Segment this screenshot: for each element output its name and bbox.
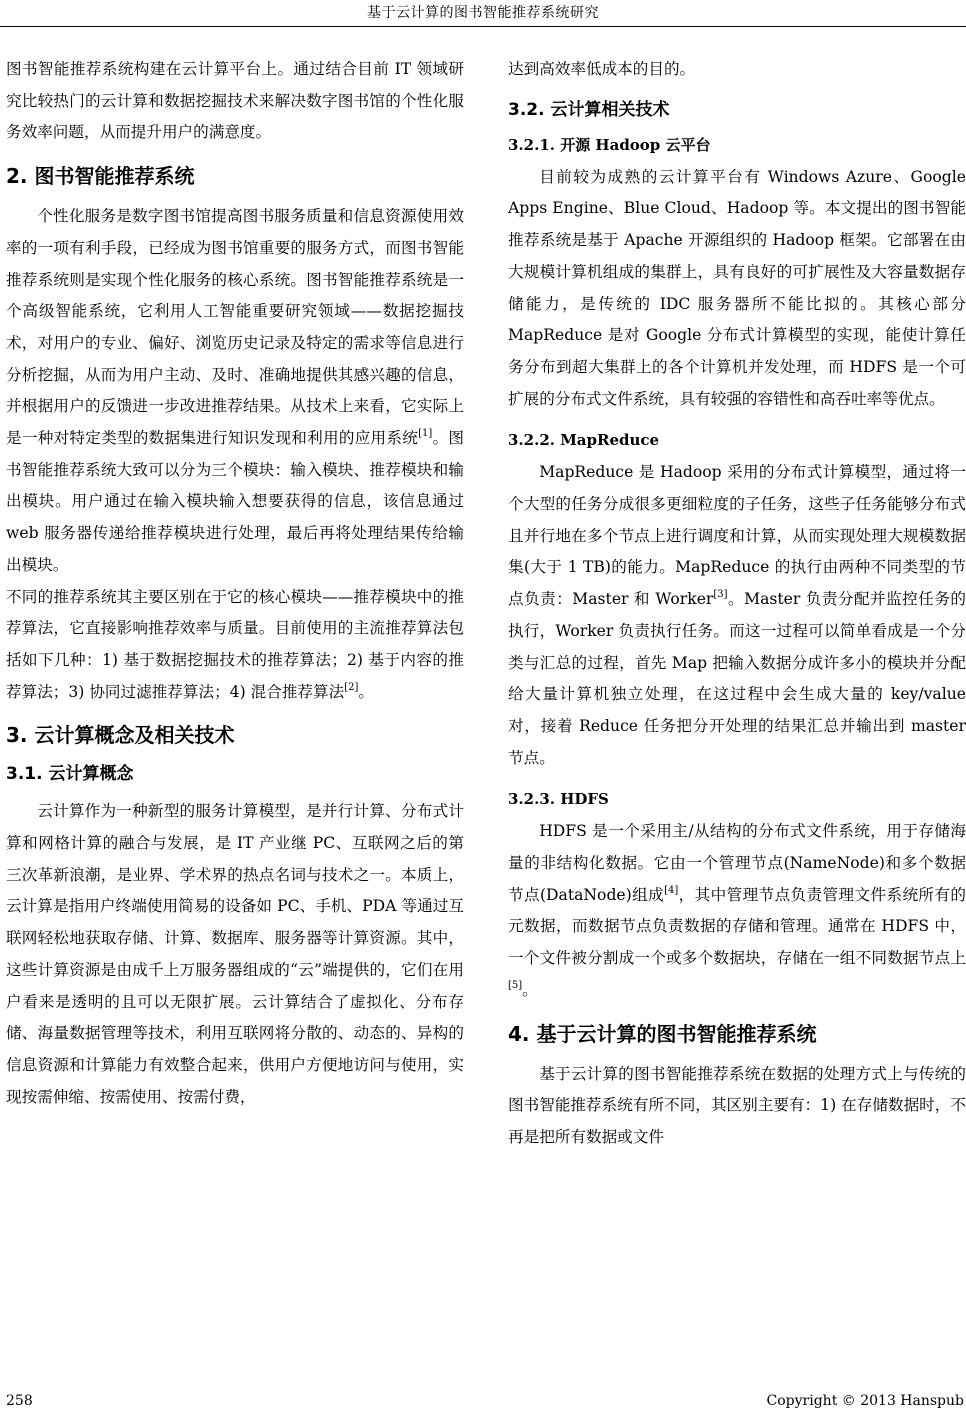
section-3-2-1-paragraph: 目前较为成熟的云计算平台有 Windows Azure、Google Apps Engine、Blue Cloud、Hadoop 等。本文提出的图书智能推荐系统是基于 Apache 开源组织的 Hadoop 框架。它部署在由大规模计算机组成的集群上，具有良好的可扩展性及大容量数据存储能力，是传统的 IDC 服务器所不能比拟的。其核心部分 MapReduce 是对 Google 分布式计算模型的实现，能使计算任务分布到超大集群上的各个计算机并发处理，而 HDFS 是一个可扩展的分布式文件系统，具有较强的容错性和高吞吐率等优点。 — [508, 167, 966, 408]
copyright-notice: Copyright © 2013 Hanspub — [766, 1393, 964, 1409]
section-3-1-paragraph: 云计算作为一种新型的服务计算模型，是并行计算、分布式计算和网格计算的融合与发展，是 IT 产业继 PC、互联网之后的第三次革新浪潮，是业界、学术界的热点名词与技术之一。本质上，云计算是指用户终端使用简易的设备如 PC、手机、PDA 等通过互联网轻松地获取存储、计算、数据库、服务器等计算资源。其中，这些计算资源是由成千上万服务器组成的“云”端提供的，它们在用户看来是透明的且可以无限扩展。云计算结合了虚拟化、分布存储、海量数据管理等技术，利用互联网将分散的、动态的、异构的信息资源和计算能力有效整合起来，供用户方便地访问与使用，实现按需伸缩、按需使用、按需付费， — [6, 802, 464, 1106]
section-3-2-2-heading: 3.2.2. MapReduce — [508, 431, 660, 450]
running-header: 基于云计算的图书智能推荐系统研究 — [367, 5, 599, 21]
section-3-2-3-text-c: 。 — [522, 980, 538, 999]
right-column — [508, 54, 966, 1154]
page-footer — [6, 1392, 964, 1410]
section-2-paragraph-1 — [6, 201, 464, 581]
section-3-2-3-text-a: HDFS 是一个采用主/从结构的分布式文件系统，用于存储海量的非结构化数据。它由一个管理节点(NameNode)和多个数据节点(DataNode)组成 — [508, 822, 966, 904]
section-3-heading: 3. 云计算概念及相关技术 — [6, 723, 235, 748]
section-2-paragraph-2 — [6, 582, 464, 709]
continued-paragraph: 达到高效率低成本的目的。 — [508, 60, 696, 78]
section-2-text-b: 。图书智能推荐系统大致可以分为三个模块：输入模块、推荐模块和输出模块。用户通过在输入模块输入想要获得的信息，该信息通过 web 服务器传递给推荐模块进行处理，最后再将处理结果传给输出模块。 — [6, 429, 464, 574]
section-3-2-2-text-a: MapReduce 是 Hadoop 采用的分布式计算模型，通过将一个大型的任务分成很多更细粒度的子任务，这些子任务能够分布式且并行地在多个节点上进行调度和计算，从而实现处理大规模数据集(大于 1 TB)的能力。MapReduce 的执行由两种不同类型的节点负责：Master 和 Worker — [508, 463, 966, 609]
page-number: 258 — [6, 1393, 33, 1409]
citation-4[interactable]: [4] — [664, 884, 679, 896]
citation-2[interactable]: [2] — [344, 681, 359, 693]
section-2-text-c-end: 。 — [358, 682, 374, 701]
section-2-heading: 2. 图书智能推荐系统 — [6, 164, 195, 189]
section-3-2-2-paragraph — [508, 457, 966, 774]
citation-1[interactable]: [1] — [418, 428, 433, 440]
section-4-heading: 4. 基于云计算的图书智能推荐系统 — [508, 1021, 817, 1046]
citation-3[interactable]: [3] — [713, 589, 728, 601]
section-3-2-2-text-b: 。Master 负责分配并监控任务的执行，Worker 负责执行任务。而这一过程可以简单看成是一个分类与汇总的过程，首先 Map 把输入数据分成许多小的模块并分配给大量计算机独立处理，在这过程中会生成大量的 key/value 对，接着 Reduce 任务把分开处理的结果汇总并输出到 master 节点。 — [508, 590, 966, 767]
section-3-2-3-heading: 3.2.3. HDFS — [508, 790, 609, 809]
section-2-text-c: 不同的推荐系统其主要区别在于它的核心模块——推荐模块中的推荐算法，它直接影响推荐效率与质量。目前使用的主流推荐算法包括如下几种：1) 基于数据挖掘技术的推荐算法；2) 基于内容的推荐算法；3) 协同过滤推荐算法；4) 混合推荐算法 — [6, 587, 464, 701]
citation-5[interactable]: [5] — [508, 979, 523, 991]
section-3-2-3-text-b: ，其中管理节点负责管理文件系统所有的元数据，而数据节点负责数据的存储和管理。通常在 HDFS 中，一个文件被分割成一个或多个数据块，存储在一组不同数据节点上 — [508, 885, 966, 968]
section-3-2-heading: 3.2. 云计算相关技术 — [508, 99, 670, 120]
section-3-2-1-heading: 3.2.1. 开源 Hadoop 云平台 — [508, 135, 711, 154]
header-rule — [0, 26, 966, 27]
left-column — [6, 54, 464, 1113]
intro-paragraph: 图书智能推荐系统构建在云计算平台上。通过结合目前 IT 领域研究比较热门的云计算和数据挖掘技术来解决数字图书馆的个性化服务效率问题，从而提升用户的满意度。 — [6, 60, 464, 142]
section-4-paragraph: 基于云计算的图书智能推荐系统在数据的处理方式上与传统的图书智能推荐系统有所不同，其区别主要有：1) 在存储数据时，不再是把所有数据或文件 — [508, 1064, 966, 1146]
section-3-1-heading: 3.1. 云计算概念 — [6, 764, 134, 785]
section-2-text-a: 个性化服务是数字图书馆提高图书服务质量和信息资源使用效率的一项有利手段，已经成为图书馆重要的服务方式，而图书智能推荐系统则是实现个性化服务的核心系统。图书智能推荐系统是一个高级智能系统，它利用人工智能重要研究领域——数据挖掘技术，对用户的专业、偏好、浏览历史记录及特定的需求等信息进行分析挖掘，从而为用户主动、及时、准确地提供其感兴趣的信息，并根据用户的反馈进一步改进推荐结果。从技术上来看，它实际上是一种对特定类型的数据集进行知识发现和利用的应用系统 — [6, 207, 464, 448]
section-3-2-3-paragraph — [508, 816, 966, 1006]
